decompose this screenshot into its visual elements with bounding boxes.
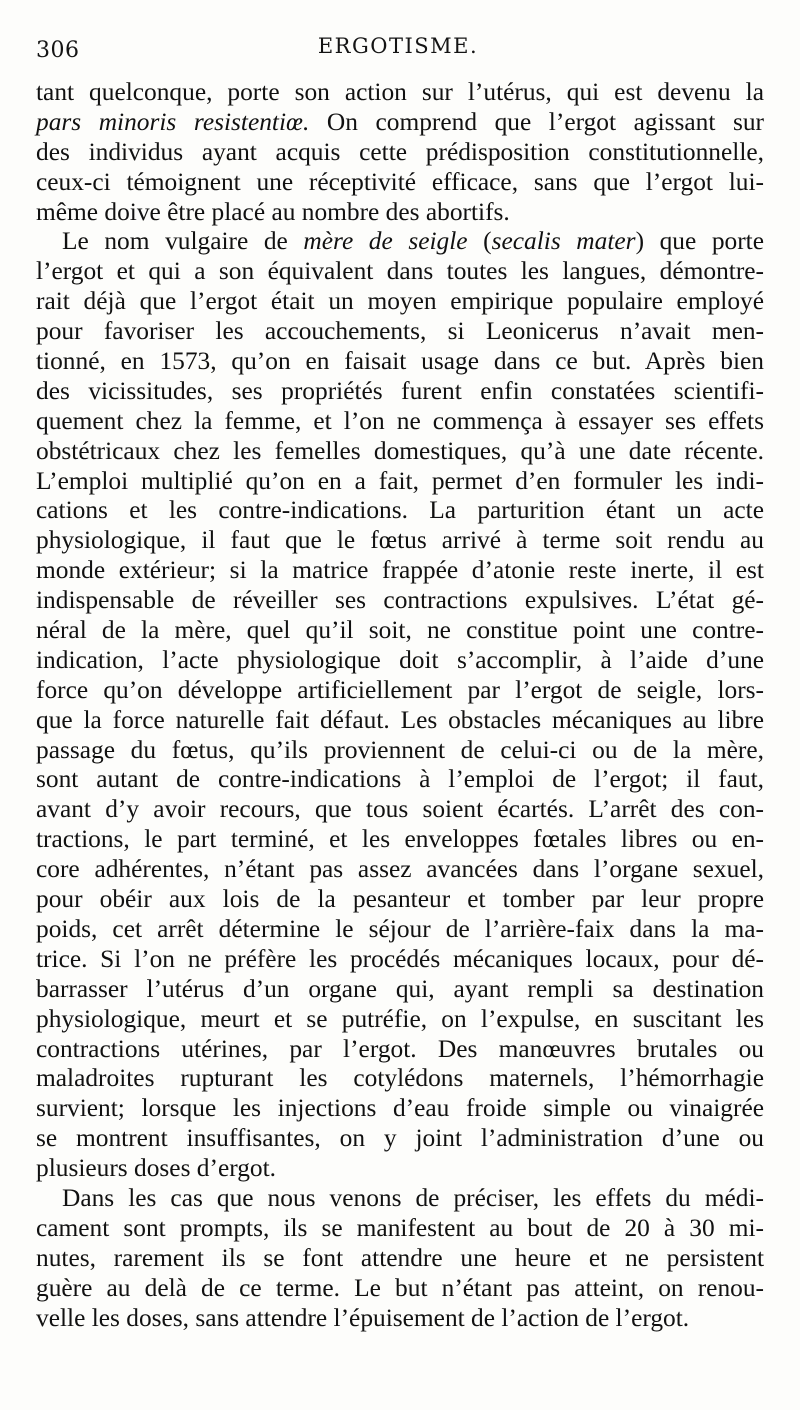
text-line: survient; lorsque les injections d’eau froide simple ou vinaigrée [36, 1094, 764, 1123]
text-line: cament sont prompts, ils se manifestent au bout de 20 à 30 mi- [36, 1213, 764, 1242]
text-line: nutes, rarement ils se font attendre une heure et ne persistent [36, 1243, 764, 1272]
text-line: quement chez la femme, et l’on ne commença à essayer ses effets [36, 406, 764, 435]
text-line: trice. Si l’on ne préfère les procédés mécaniques locaux, pour dé- [36, 944, 764, 973]
text-line: poids, cet arrêt détermine le séjour de l’arrière-faix dans la ma- [36, 914, 764, 943]
text-line: même doive être placé au nombre des abortifs. [36, 197, 510, 226]
text-line: obstétricaux chez les femelles domestiques, qu’à une date récente. [36, 436, 764, 465]
page-header [36, 34, 760, 68]
text-line: physiologique, il faut que le fœtus arrivé à terme soit rendu au [36, 526, 764, 555]
text-line: indication, l’acte physiologique doit s’accomplir, à l’aide d’une [36, 645, 764, 674]
text-line: core adhérentes, n’étant pas assez avancées dans l’organe sexuel, [36, 855, 764, 884]
text-line: des vicissitudes, ses propriétés furent enfin constatées scientifi- [36, 376, 764, 405]
text-line: néral de la mère, quel qu’il soit, ne constitue point une contre- [36, 616, 764, 645]
text-line: L’emploi multiplié qu’on en a fait, permet d’en formuler les indi- [36, 466, 764, 495]
body-text [36, 78, 764, 1333]
text-line: ceux-ci témoignent une réceptivité efficace, sans que l’ergot lui- [36, 167, 764, 196]
text-line: que la force naturelle fait défaut. Les obstacles mécaniques au libre [36, 705, 764, 734]
text-line: pour favoriser les accouchements, si Leonicerus n’avait men- [36, 317, 764, 346]
text-line: physiologique, meurt et se putréfie, on l’expulse, en suscitant les [36, 1004, 764, 1033]
text-line: tractions, le part terminé, et les enveloppes fœtales libres ou en- [36, 825, 764, 854]
paragraph [36, 78, 764, 227]
text-line: monde extérieur; si la matrice frappée d’atonie reste inerte, il est [36, 556, 764, 585]
page-number: 306 [36, 38, 80, 63]
text-line: plusieurs doses d’ergot. [36, 1154, 277, 1183]
text-line: tionné, en 1573, qu’on en faisait usage dans ce but. Après bien [36, 347, 764, 376]
text-line: Le nom vulgaire de mère de seigle (secalis mater) que porte [62, 227, 765, 256]
text-line: barrasser l’utérus d’un organe qui, ayant rempli sa destination [36, 974, 764, 1003]
text-line: maladroites rupturant les cotylédons maternels, l’hémorrhagie [36, 1064, 764, 1093]
text-line: guère au delà de ce terme. Le but n’étant pas atteint, on renou- [36, 1273, 764, 1302]
text-line: force qu’on développe artificiellement par l’ergot de seigle, lors- [36, 675, 764, 704]
text-line: avant d’y avoir recours, que tous soient écartés. L’arrêt des con- [36, 795, 764, 824]
text-line: indispensable de réveiller ses contractions expulsives. L’état gé- [36, 586, 764, 615]
text-line: passage du fœtus, qu’ils proviennent de celui-ci ou de la mère, [36, 735, 764, 764]
text-line: rait déjà que l’ergot était un moyen empirique populaire employé [36, 287, 764, 316]
text-line: pars minoris resistentiœ. On comprend que l’ergot agissant sur [36, 107, 764, 136]
text-line: l’ergot et qui a son équivalent dans toutes les langues, démontre- [36, 257, 764, 286]
paragraph [36, 227, 764, 1184]
text-line: sont autant de contre-indications à l’emploi de l’ergot; il faut, [36, 765, 764, 794]
text-line: cations et les contre-indications. La parturition étant un acte [36, 496, 764, 525]
paragraph [36, 1184, 764, 1333]
text-line: velle les doses, sans attendre l’épuisement de l’action de l’ergot. [36, 1303, 690, 1332]
running-head: ERGOTISME. [317, 34, 479, 58]
text-line: des individus ayant acquis cette prédisposition constitutionnelle, [36, 137, 764, 166]
text-line: contractions utérines, par l’ergot. Des manœuvres brutales ou [36, 1034, 764, 1063]
text-line: pour obéir aux lois de la pesanteur et tomber par leur propre [36, 885, 764, 914]
text-line: se montrent insuffisantes, on y joint l’administration d’une ou [36, 1124, 764, 1153]
text-line: Dans les cas que nous venons de préciser, les effets du médi- [62, 1183, 764, 1212]
text-line: tant quelconque, porte son action sur l’utérus, qui est devenu la [36, 78, 764, 106]
